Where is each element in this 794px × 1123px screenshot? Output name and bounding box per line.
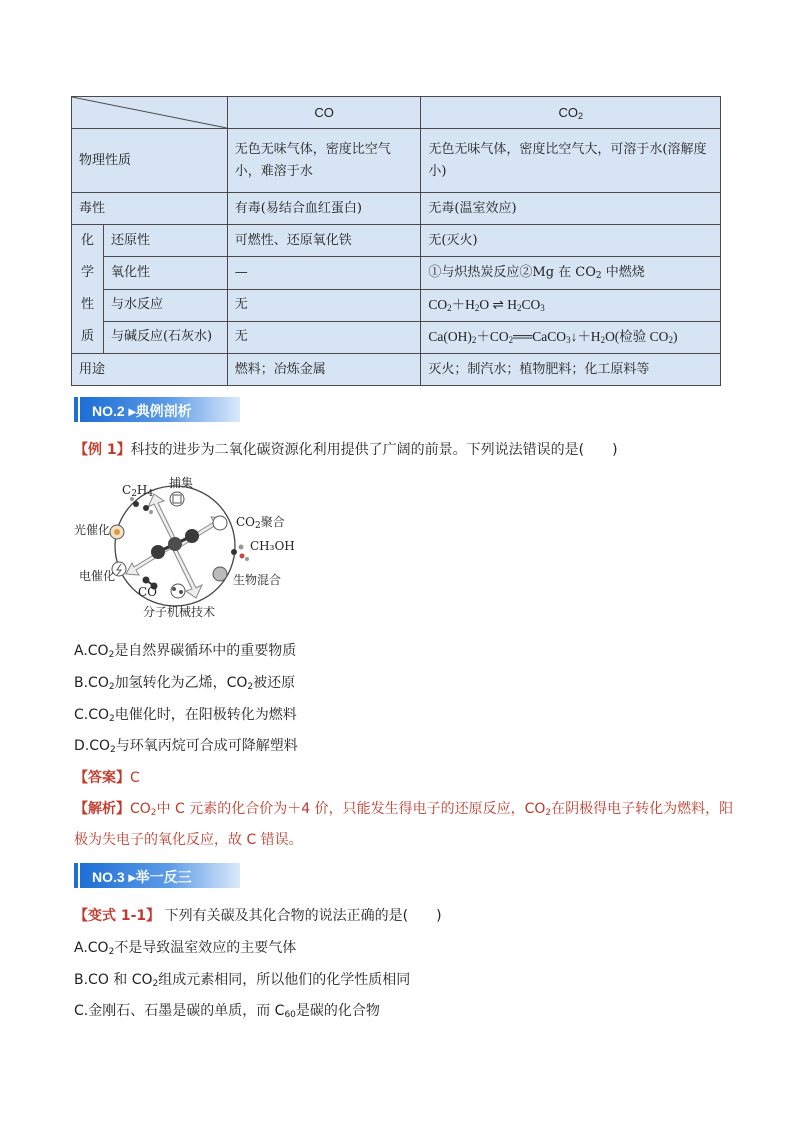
variant-option-c: C.金刚石、石墨是碳的单质，而 $C_{60}$是碳的化合物 (74, 1003, 380, 1020)
row-label: 物理性质 (72, 129, 228, 193)
option-c: $C.CO_2$电催化时，在阳极转化为燃料 (74, 707, 297, 724)
table-row-reducibility (72, 225, 721, 257)
row-label: 与水反应 (103, 289, 227, 321)
cell-co: 燃料；冶炼金属 (227, 354, 421, 386)
label-molecular-machine: 分子机械技术 (143, 605, 216, 619)
label-c2h4: $C_2H_4$ (122, 483, 154, 499)
variant-option-a: $A.CO_2$不是导致温室效应的主要气体 (74, 940, 297, 957)
co-co2-comparison-table (71, 96, 721, 386)
cell-co: 无 (227, 289, 421, 321)
table-row-base (72, 321, 721, 353)
example-tag: 【例 1】 (74, 442, 131, 458)
header-co: CO (227, 97, 421, 129)
table-row-oxidizability (72, 257, 721, 289)
analysis-line-2: 极为失电子的氧化反应，故 C 错误。 (74, 832, 303, 848)
banner-title: NO.2 ▸典例剖析 (92, 403, 192, 419)
table-row-water (72, 289, 721, 321)
cell-co2: 无(灭火) (421, 225, 721, 257)
banner-title: NO.3 ▸举一反三 (92, 869, 192, 885)
cell-co2: 无毒(温室效应) (421, 193, 721, 225)
cell-co2-equation: $Ca(OH)_2+CO_2══CaCO_3↓+H_2O$(检验 $CO_2$) (421, 321, 721, 353)
cell-co2-equation: $CO_2+H_2O$ ⇌ $H_2CO_3$ (421, 289, 721, 321)
section-banner-example (74, 397, 240, 422)
row-label: 毒性 (72, 193, 228, 225)
variant-question (74, 905, 442, 925)
example-question-text: 科技的进步为二氧化碳资源化利用提供了广阔的前景。下列说法错误的是( ) (130, 442, 618, 458)
co2-utilization-diagram (74, 474, 304, 624)
label-electrocatalysis: 电催化 (79, 569, 116, 583)
cell-co: 可燃性、还原氧化铁 (227, 225, 421, 257)
label-photocatalysis: 光催化 (74, 523, 111, 537)
answer-value: C (130, 770, 140, 786)
header-co2: $CO_2$ (421, 97, 721, 129)
diagonal-header-cell (72, 97, 228, 129)
row-label: 还原性 (103, 225, 227, 257)
variant-option-b: B.CO 和 $CO_2$组成元素相同，所以他们的化学性质相同 (74, 972, 411, 989)
analysis-line-1: 【解析】$CO_2$中 C 元素的化合价为＋4 价，只能发生得电子的还原反应，$CO_2$在阴极得电子转化为燃料，阳 (74, 801, 734, 818)
row-label: 用途 (72, 354, 228, 386)
banner-accent-bar (74, 397, 78, 422)
answer-line: 【答案】C (74, 770, 140, 786)
variant-tag: 【变式 1-1】 (74, 908, 161, 924)
option-a: $A.CO_2$是自然界碳循环中的重要物质 (74, 643, 297, 660)
table-header-row (72, 97, 721, 129)
label-bio-hybrid: 生物混合 (233, 573, 282, 587)
section-banner-practice (74, 863, 240, 888)
label-capture: 捕集 (169, 476, 194, 490)
option-d: $D.CO_2$与环氧丙烷可合成可降解塑料 (74, 738, 298, 755)
row-label: 与碱反应(石灰水) (103, 321, 227, 353)
table-row-toxicity (72, 193, 721, 225)
cell-co: — (227, 257, 421, 289)
cell-co2: ①与炽热炭反应②Mg 在 $CO_2$ 中燃烧 (421, 257, 721, 289)
table-row-uses (72, 354, 721, 386)
row-label: 氧化性 (103, 257, 227, 289)
example-question (74, 439, 618, 459)
cell-co2: 无色无味气体，密度比空气大，可溶于水(溶解度小) (421, 129, 721, 193)
cell-co: 无 (227, 321, 421, 353)
cell-co2: 灭火；制汽水；植物肥料；化工原料等 (421, 354, 721, 386)
label-methanol: CH₃OH (250, 539, 295, 553)
label-co2-polymerization: $CO_2$聚合 (236, 515, 285, 531)
cell-co: 有毒(易结合血红蛋白) (227, 193, 421, 225)
table-row-physical (72, 129, 721, 193)
banner-accent-bar (74, 863, 78, 888)
label-co: CO (138, 585, 158, 599)
variant-question-text: 下列有关碳及其化合物的说法正确的是( ) (160, 908, 442, 924)
cell-co: 无色无味气体，密度比空气小，难溶于水 (227, 129, 421, 193)
chemical-properties-label: 化 学 性 质 (72, 225, 104, 354)
option-b: $B.CO_2$加氢转化为乙烯，$CO_2$被还原 (74, 675, 296, 692)
